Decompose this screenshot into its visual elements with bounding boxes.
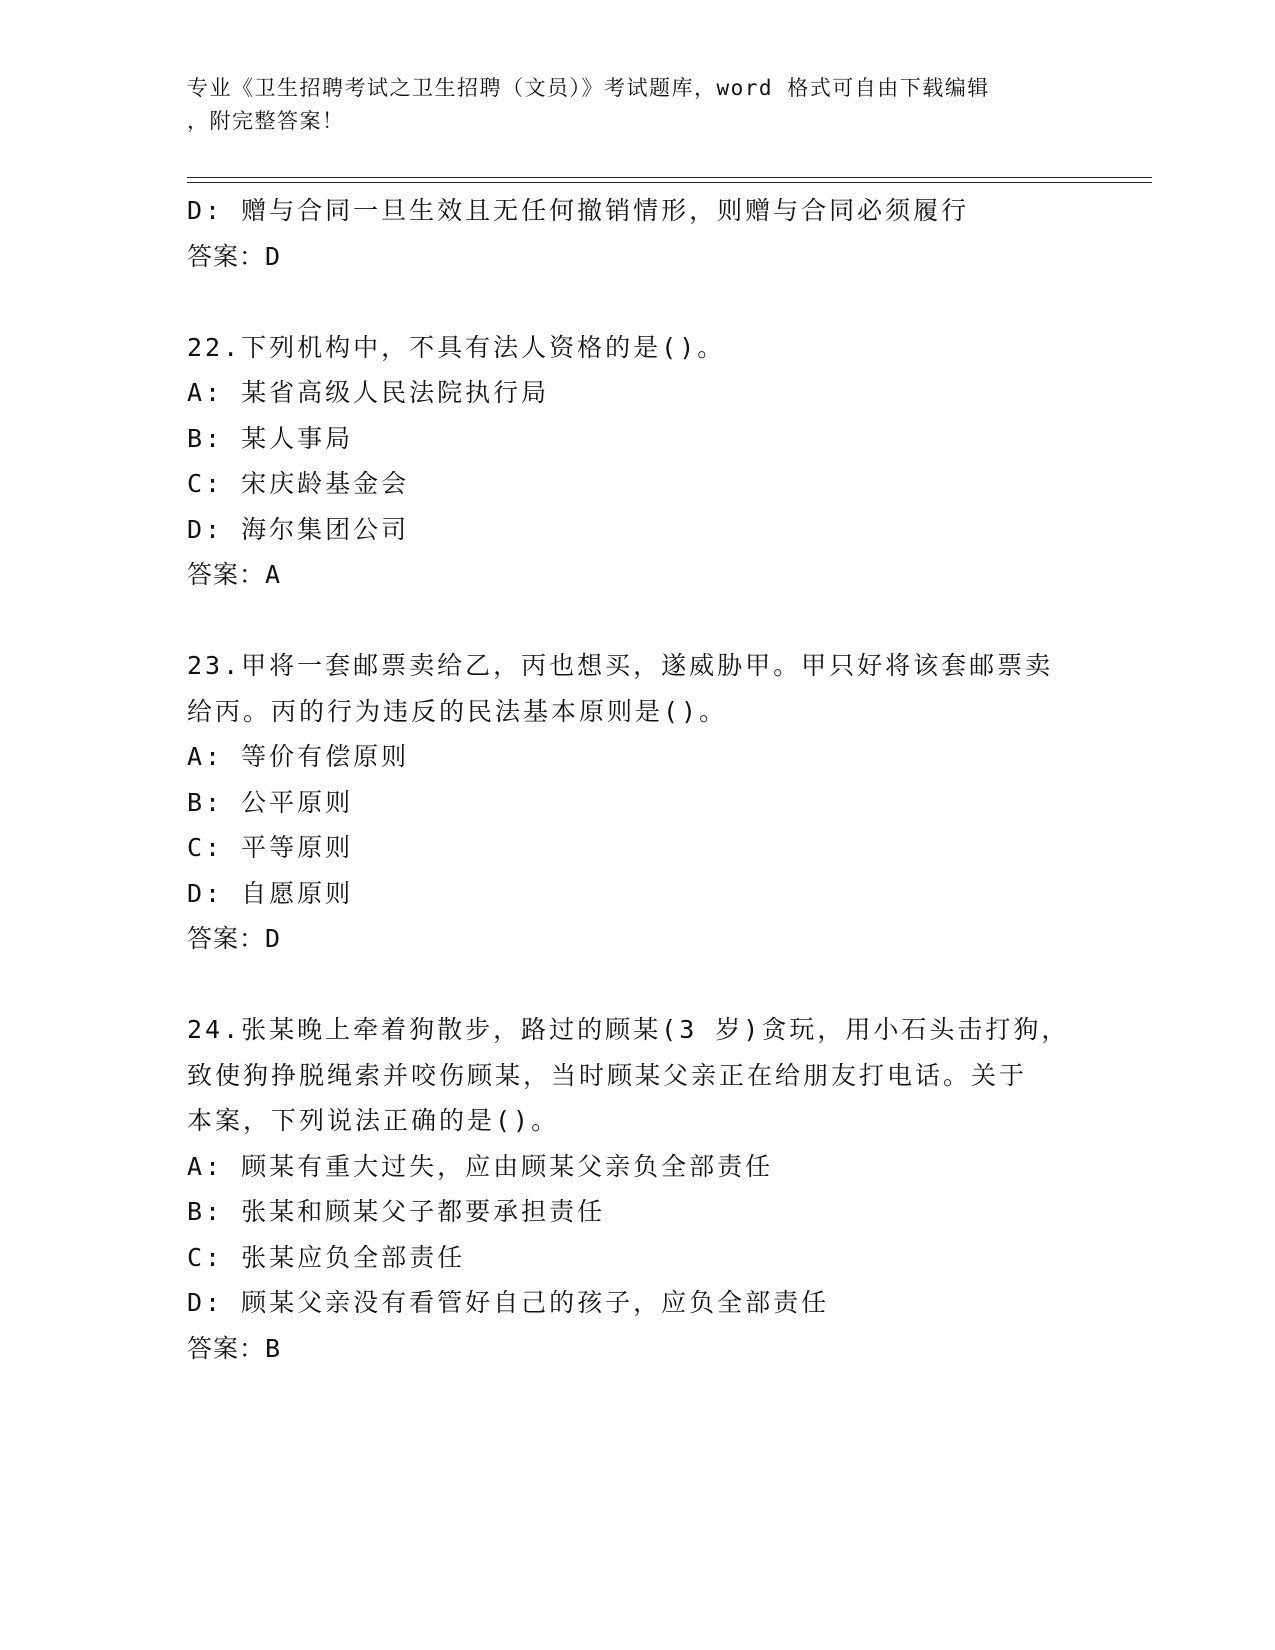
answer-line: 答案：D xyxy=(187,241,282,271)
question-22 xyxy=(187,325,1087,598)
option-b: B: 公平原则 xyxy=(187,787,354,817)
answer-line: 答案：A xyxy=(187,560,282,589)
question-stem xyxy=(187,325,1087,371)
stem-line: 23.甲将一套邮票卖给乙，丙也想买，遂威胁甲。甲只好将该套邮票卖 xyxy=(187,651,1054,680)
option-c: C: 张某应负全部责任 xyxy=(187,1242,466,1272)
spacer xyxy=(187,279,1087,325)
option-a: A: 某省高级人民法院执行局 xyxy=(187,378,550,407)
header-divider-top xyxy=(187,177,1152,178)
previous-question-tail xyxy=(187,188,1087,279)
option-a: A: 顾某有重大过失，应由顾某父亲负全部责任 xyxy=(187,1151,774,1181)
question-stem xyxy=(187,1007,1087,1144)
option-c: C: 宋庆龄基金会 xyxy=(187,469,410,498)
question-stem xyxy=(187,643,1087,734)
header-line-2: ，附完整答案！ xyxy=(187,109,345,133)
option-d: D: 自愿原则 xyxy=(187,878,354,908)
question-24 xyxy=(187,1007,1087,1371)
answer-line: 答案：B xyxy=(187,1333,282,1363)
spacer xyxy=(187,962,1087,1008)
header-line-1: 专业《卫生招聘考试之卫生招聘（文员）》考试题库，word 格式可自由下载编辑 xyxy=(187,76,990,100)
option-d: D: 顾某父亲没有看管好自己的孩子，应负全部责任 xyxy=(187,1288,830,1317)
answer-line: 答案：D xyxy=(187,924,282,953)
option-c: C: 平等原则 xyxy=(187,833,354,862)
stem-line: 致使狗挣脱绳索并咬伤顾某，当时顾某父亲正在给朋友打电话。关于 xyxy=(187,1060,1028,1090)
stem-line: 22.下列机构中，不具有法人资格的是()。 xyxy=(187,332,726,362)
header-divider-bottom xyxy=(187,182,1152,183)
stem-line: 本案，下列说法正确的是()。 xyxy=(187,1106,560,1135)
spacer xyxy=(187,598,1087,644)
option-b: B: 某人事局 xyxy=(187,423,354,453)
option-b: B: 张某和顾某父子都要承担责任 xyxy=(187,1197,606,1226)
stem-line: 给丙。丙的行为违反的民法基本原则是()。 xyxy=(187,696,728,726)
option-d: D: 海尔集团公司 xyxy=(187,514,410,544)
question-23 xyxy=(187,643,1087,962)
option-d: D: 赠与合同一旦生效且无任何撤销情形，则赠与合同必须履行 xyxy=(187,196,970,225)
stem-line: 24.张某晚上牵着狗散步，路过的顾某(3 岁)贪玩，用小石头击打狗， xyxy=(187,1015,1070,1044)
option-a: A: 等价有偿原则 xyxy=(187,742,410,771)
document-body xyxy=(187,188,1087,1371)
page-header xyxy=(187,72,1067,138)
